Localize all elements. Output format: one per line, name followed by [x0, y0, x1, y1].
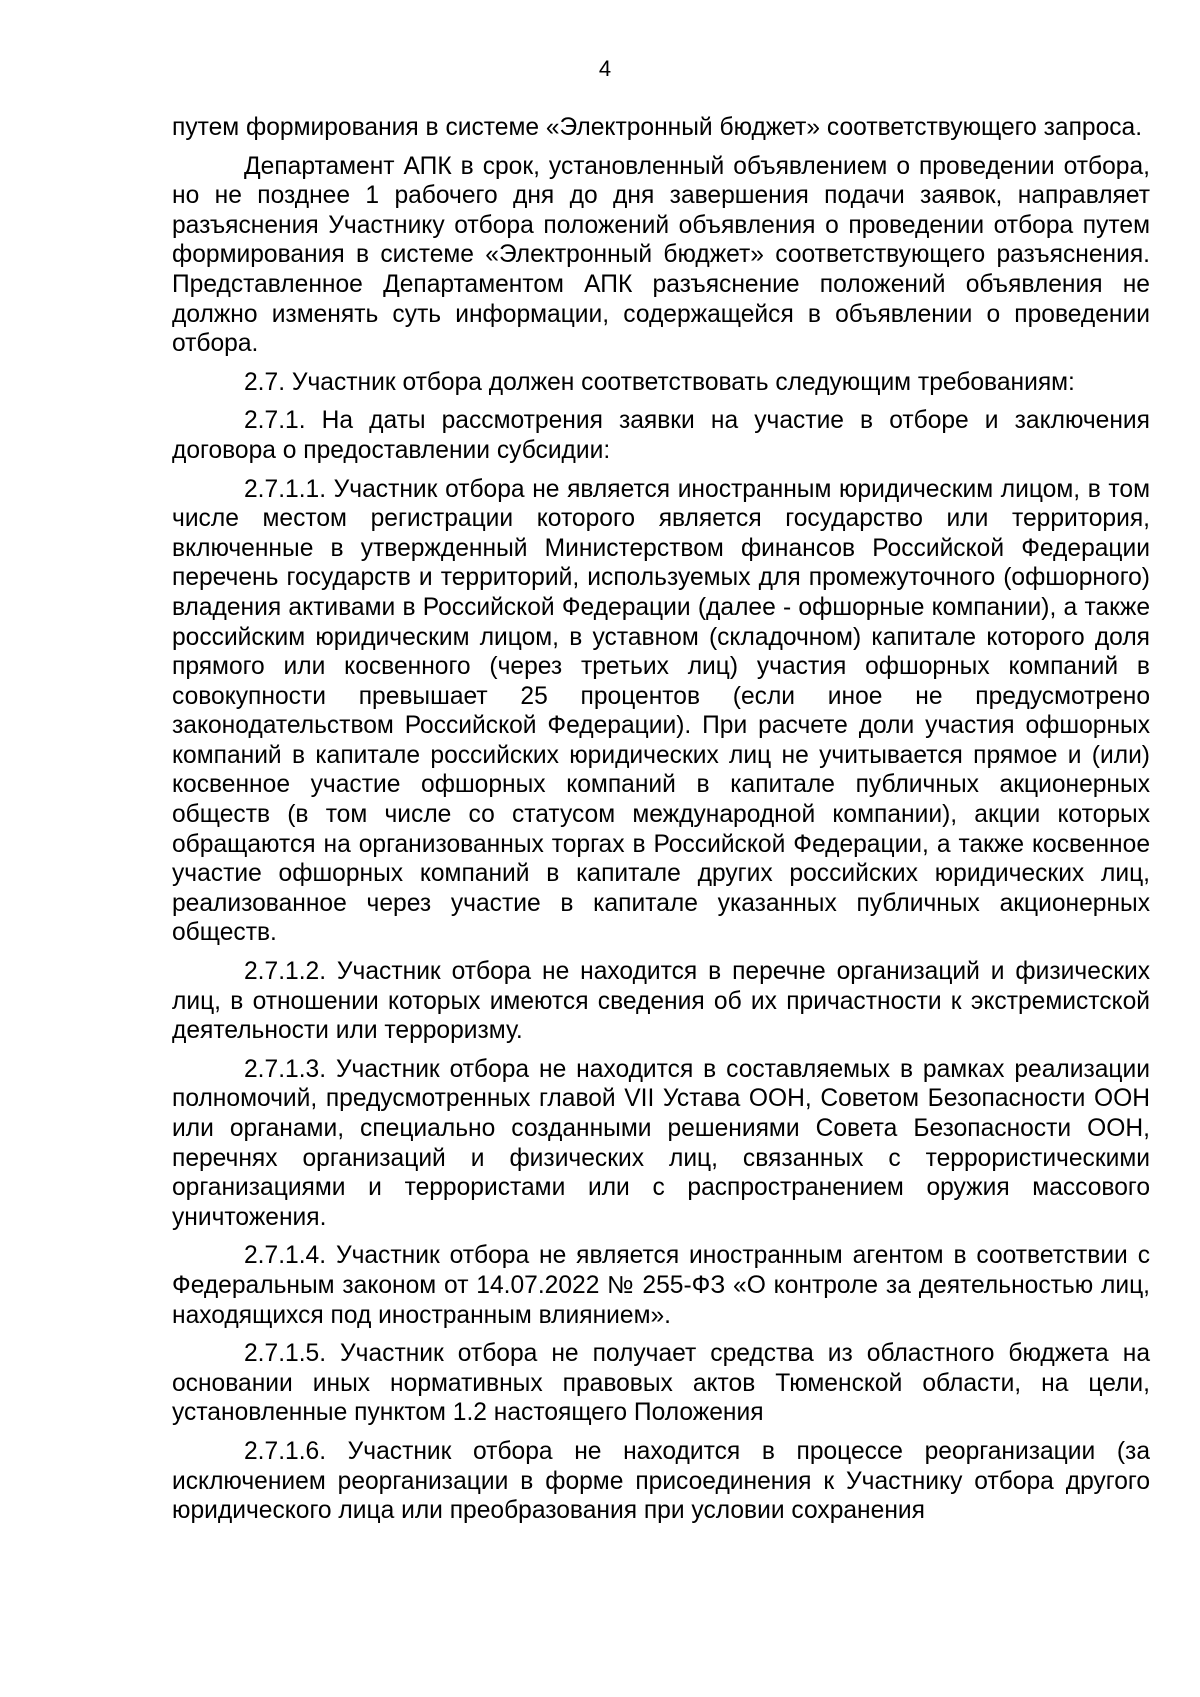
paragraph-2-7-1-2: 2.7.1.2. Участник отбора не находится в перечне организаций и физических лиц, в отношении которых имеются сведения об их причастности к экстремистской деятельности или терроризму. — [172, 958, 1150, 1045]
paragraph-2-7-1-3: 2.7.1.3. Участник отбора не находится в составляемых в рамках реализации полномочий, предусмотренных главой VII Устава ООН, Советом Безопасности ООН или органами, специально созданными решениями Совета Безопасности ООН, перечнях организаций и физических лиц, связанных с террористическими организациями и террористами или с распространением оружия массового уничтожения. — [172, 1055, 1150, 1231]
paragraph-2-7-1: 2.7.1. На даты рассмотрения заявки на участие в отборе и заключения договора о предоставлении субсидии: — [172, 407, 1150, 464]
paragraph-2-7-1-6: 2.7.1.6. Участник отбора не находится в процессе реорганизации (за исключением реорганизации в форме присоединения к Участнику отбора другого юридического лица или преобразования при условии сохранения — [172, 1437, 1150, 1525]
paragraph-2-7-1-4: 2.7.1.4. Участник отбора не является иностранным агентом в соответствии с Федеральным законом от 14.07.2022 № 255-ФЗ «О контроле за деятельностью лиц, находящихся под иностранным влиянием». — [172, 1242, 1150, 1329]
page-number: 4 — [598, 56, 612, 81]
paragraph-2-7-1-5: 2.7.1.5. Участник отбора не получает средства из областного бюджета на основании иных нормативных правовых актов Тюменской области, на цели, установленные пунктом 1.2 настоящего Положения — [172, 1340, 1150, 1427]
paragraph-2-7-1-1: 2.7.1.1. Участник отбора не является иностранным юридическим лицом, в том числе местом регистрации которого является государство или территория, включенные в утвержденный Министерством финансов Российской Федерации перечень государств и территорий, используемых для промежуточного (офшорного) владения активами в Российской Федерации (далее - офшорные компании), а также российским юридическим лицом, в уставном (складочном) капитале которого доля прямого или косвенного (через третьих лиц) участия офшорных компаний в совокупности превышает 25 процентов (если иное не предусмотрено законодательством Российской Федерации). При расчете доли участия офшорных компаний в капитале российских юридических лиц не учитывается прямое и (или) косвенное участие офшорных компаний в капитале публичных акционерных обществ (в том числе со статусом международной компании), акции которых обращаются на организованных торгах в Российской Федерации, а также косвенное участие офшорных компаний в капитале других российских юридических лиц, реализованное через участие в капитале указанных публичных акционерных обществ. — [172, 475, 1150, 947]
paragraph-2-7: 2.7. Участник отбора должен соответствовать следующим требованиям: — [244, 368, 1075, 396]
paragraph-clarification: Департамент АПК в срок, установленный объявлением о проведении отбора, но не позднее 1 рабочего дня до дня завершения подачи заявок, направляет разъяснения Участнику отбора положений объявления о проведении отбора путем формирования в системе «Электронный бюджет» соответствующего разъяснения. Представленное Департаментом АПК разъяснение положений объявления не должно изменять суть информации, содержащейся в объявлении о проведении отбора. — [172, 152, 1150, 358]
paragraph-request-continuation: путем формирования в системе «Электронный бюджет» соответствующего запроса. — [172, 114, 1143, 141]
document-body — [172, 113, 1150, 1525]
